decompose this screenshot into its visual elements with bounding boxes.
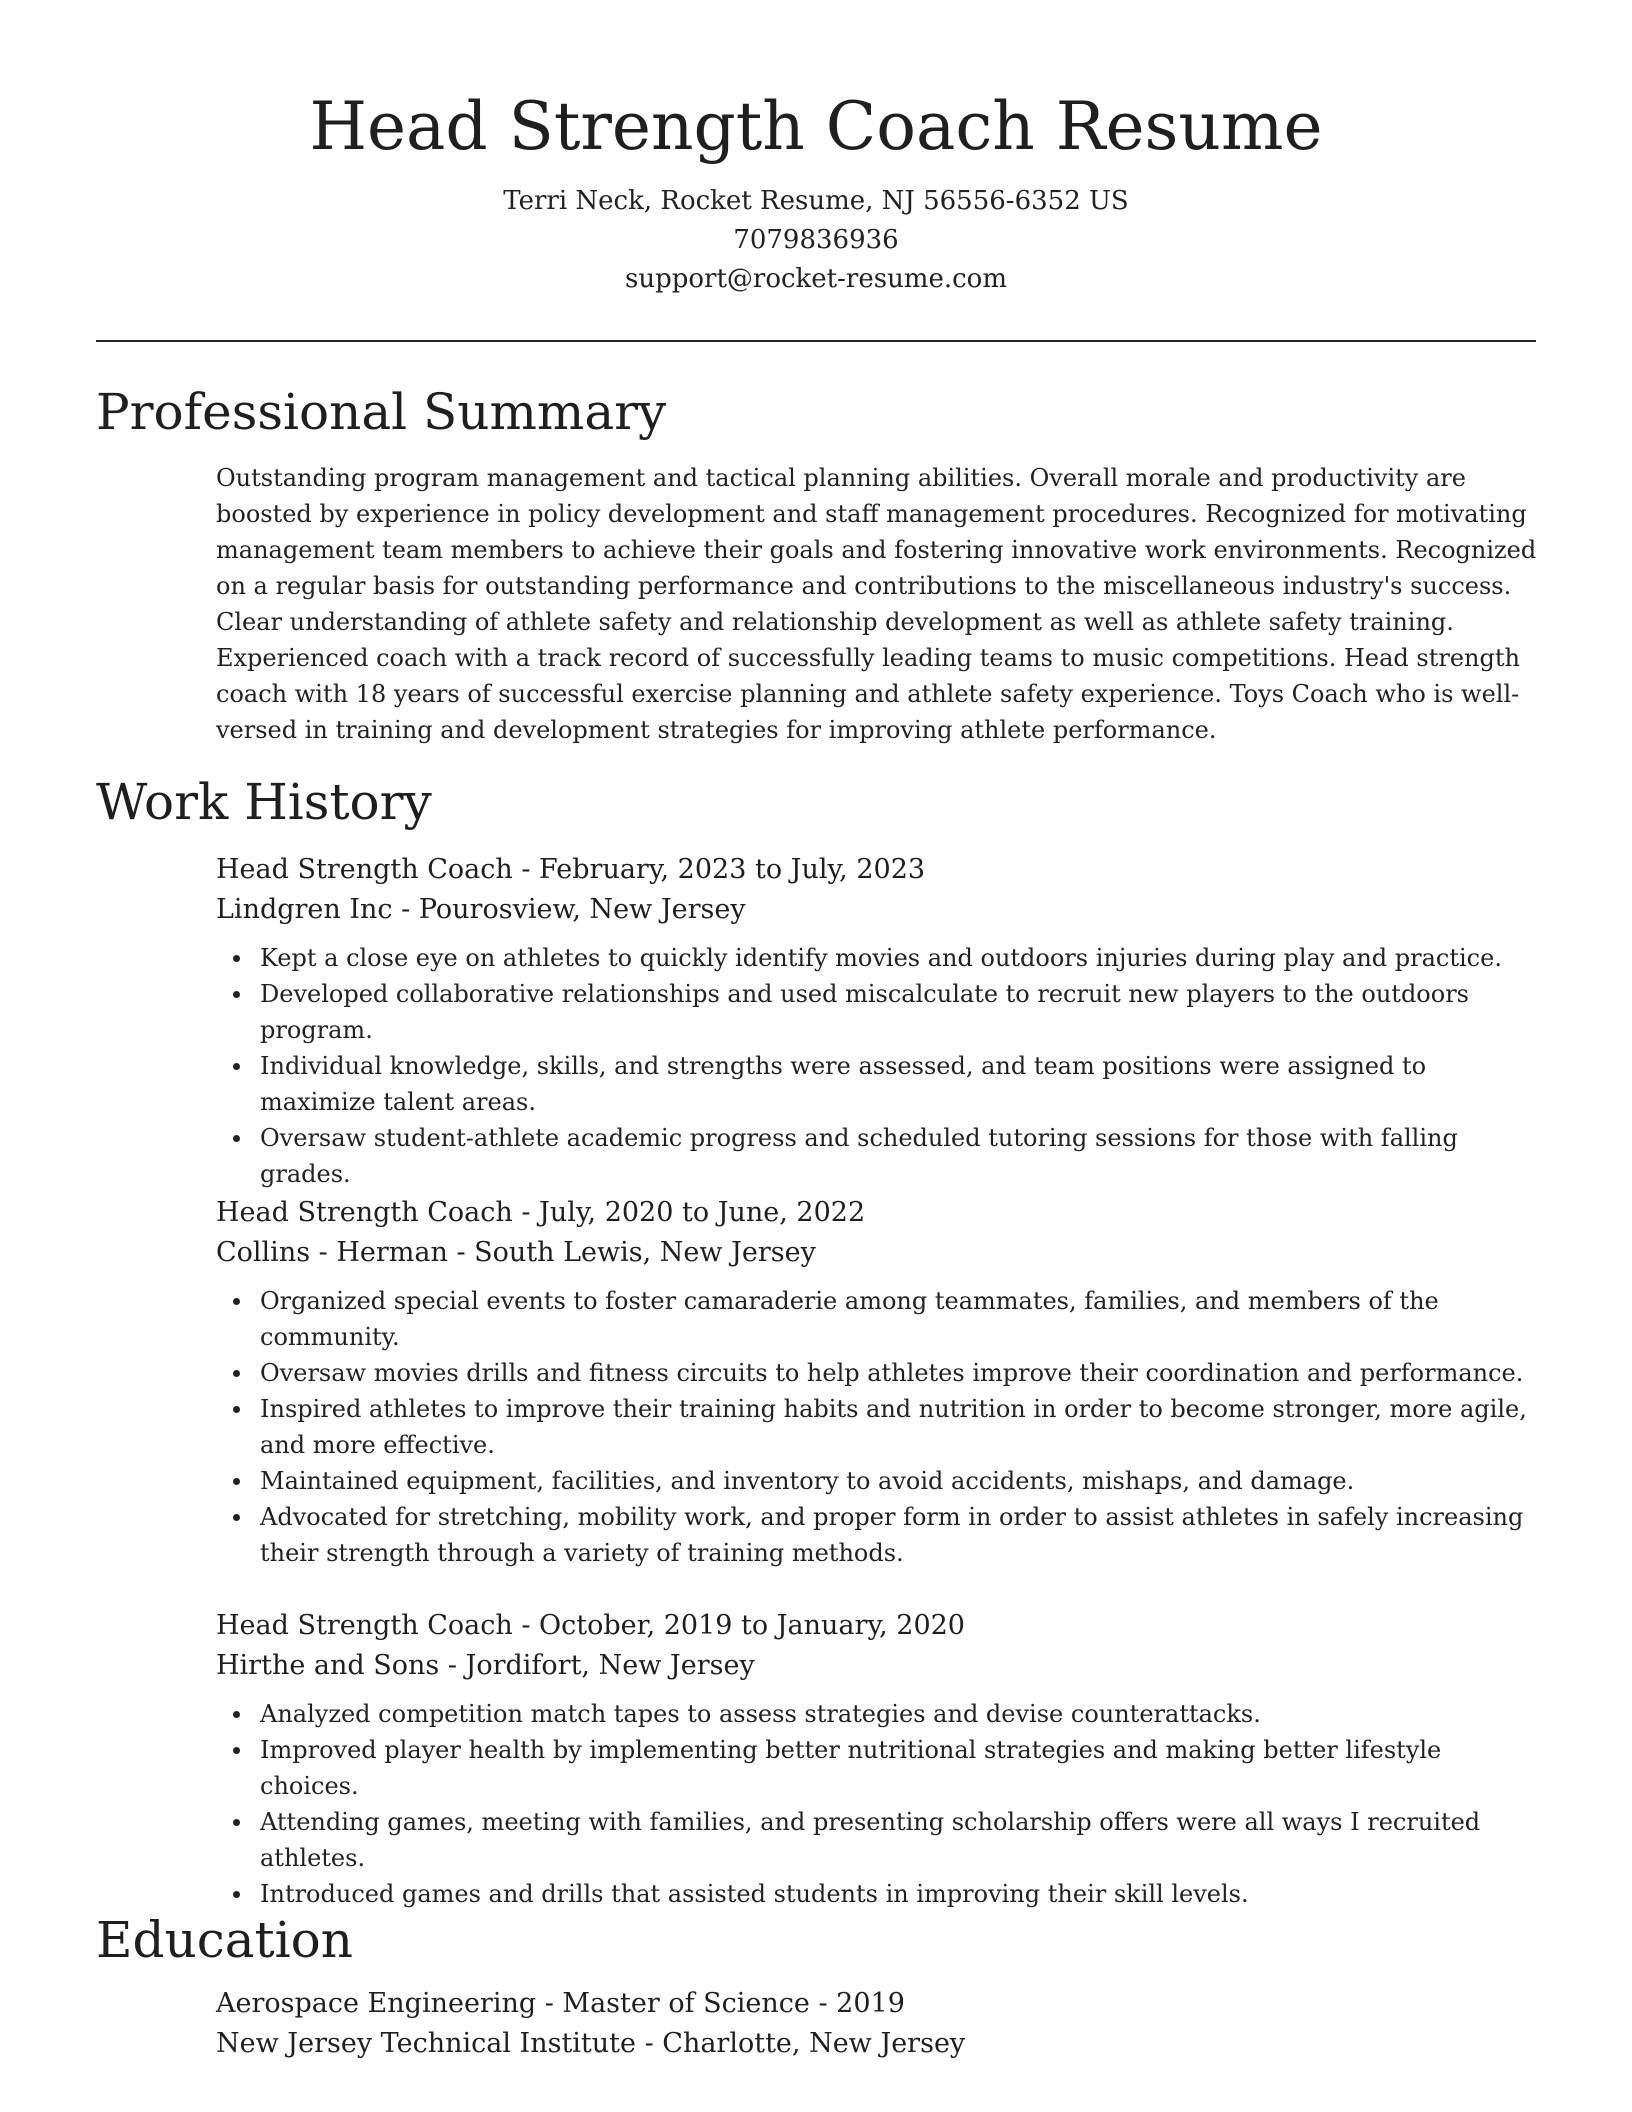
job-bullets — [216, 940, 1538, 1192]
job-bullets — [216, 1283, 1538, 1571]
job-bullet: Introduced games and drills that assisted students in improving their skill levels. — [260, 1876, 1538, 1912]
contact-address: Terri Neck, Rocket Resume, NJ 56556-6352 US — [503, 186, 1129, 216]
job-bullet: Advocated for stretching, mobility work, and proper form in order to assist athletes in safely increasing their strength through a variety of training methods. — [260, 1499, 1538, 1571]
job-bullet: Developed collaborative relationships and used miscalculate to recruit new players to the outdoors program. — [260, 976, 1538, 1048]
job-title-line: Head Strength Coach - October, 2019 to January, 2020 — [216, 1610, 965, 1641]
contact-email: support@rocket-resume.com — [624, 264, 1007, 294]
job-bullet: Oversaw student-athlete academic progress and scheduled tutoring sessions for those with falling grades. — [260, 1120, 1538, 1192]
education-entry — [216, 1984, 1538, 2064]
job-bullet: Attending games, meeting with families, and presenting scholarship offers were all ways I recruited athletes. — [260, 1804, 1538, 1876]
job-bullet: Oversaw movies drills and fitness circuits to help athletes improve their coordination and performance. — [260, 1355, 1538, 1391]
job-bullet: Improved player health by implementing better nutritional strategies and making better lifestyle choices. — [260, 1732, 1538, 1804]
education-degree-line: Aerospace Engineering - Master of Science - 2019 — [216, 1988, 905, 2019]
job-bullet: Analyzed competition match tapes to assess strategies and devise counterattacks. — [260, 1696, 1538, 1732]
job-entry — [216, 850, 1538, 1192]
job-bullet: Inspired athletes to improve their training habits and nutrition in order to become stronger, more agile, and more effective. — [260, 1391, 1538, 1463]
job-bullets — [216, 1696, 1538, 1912]
job-entry — [216, 1606, 1538, 1912]
education-school-line: New Jersey Technical Institute - Charlotte, New Jersey — [216, 2028, 966, 2059]
job-bullet: Organized special events to foster camaraderie among teammates, families, and members of the community. — [260, 1283, 1538, 1355]
job-bullet: Maintained equipment, facilities, and inventory to avoid accidents, mishaps, and damage. — [260, 1463, 1538, 1499]
job-title-line: Head Strength Coach - July, 2020 to June, 2022 — [216, 1197, 866, 1228]
contact-phone: 7079836936 — [733, 225, 899, 255]
job-company-line: Lindgren Inc - Pourosview, New Jersey — [216, 894, 746, 925]
header-divider — [96, 340, 1536, 342]
summary-text: Outstanding program management and tactical planning abilities. Overall morale and productivity are boosted by experience in policy development and staff management procedures. Recognized for motivating management team members to achieve their goals and fostering innovative work environments. Recognized on a regular basis for outstanding performance and contributions to the miscellaneous industry's success. Clear understanding of athlete safety and relationship development as well as athlete safety training. Experienced coach with a track record of successfully leading teams to music competitions. Head strength coach with 18 years of successful exercise planning and athlete safety experience. Toys Coach who is well-versed in training and development strategies for improving athlete performance. — [216, 464, 1537, 744]
resume-title: Head Strength Coach Resume — [309, 88, 1323, 165]
job-bullet: Individual knowledge, skills, and strengths were assessed, and team positions were assigned to maximize talent areas. — [260, 1048, 1538, 1120]
summary-heading: Professional Summary — [96, 383, 667, 441]
education-heading: Education — [96, 1911, 353, 1969]
work-history-heading: Work History — [96, 773, 432, 831]
job-company-line: Hirthe and Sons - Jordifort, New Jersey — [216, 1650, 755, 1681]
job-bullet: Kept a close eye on athletes to quickly identify movies and outdoors injuries during play and practice. — [260, 940, 1538, 976]
job-title-line: Head Strength Coach - February, 2023 to July, 2023 — [216, 854, 926, 885]
job-entry — [216, 1193, 1538, 1571]
resume-header — [96, 80, 1536, 299]
job-company-line: Collins - Herman - South Lewis, New Jersey — [216, 1237, 816, 1268]
